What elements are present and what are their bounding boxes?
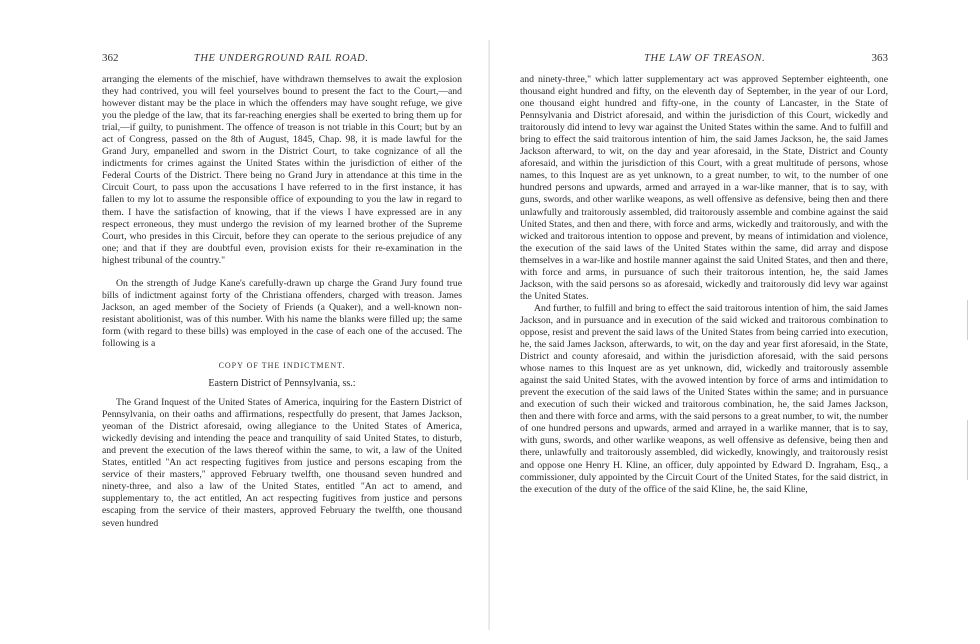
left-body-text — [102, 74, 462, 530]
page-number-left: 362 — [102, 52, 119, 64]
indictment-heading: COPY OF THE INDICTMENT. — [218, 361, 346, 371]
running-head-title-left: THE UNDERGROUND RAIL ROAD. — [193, 53, 369, 64]
running-head-right — [520, 52, 888, 64]
district-line: Eastern District of Pennsylvania, ss.: — [208, 378, 356, 390]
page-number-right: 363 — [871, 52, 888, 64]
narrative-paragraph: On the strength of Judge Kane's carefully-drawn up charge the Grand Jury found true bills of indictment against forty of the Christiana offenders, charged with treason. James Jackson, an aged member of the Society of Friends (a Quaker), and a well-known non-resistant abolitionist, was of this number. With his name the blanks were filled up; the same form (with regard to these bills) was employed in the case of each one of the accused. The following is a — [102, 277, 462, 349]
page-edge-mark — [967, 420, 968, 480]
charge-paragraph: arranging the elements of the mischief, have withdrawn themselves to await the explosion they had contrived, you will feel yourselves bound to present the fact to the Court,—and however distant may be the place in which the offenders may have sought refuge, we give you the pledge of the law, that its far-reaching energies shall be exerted to bring them up for trial,—if guilty, to punishment. The offence of treason is not triable in this Court; but by an act of Congress, passed on the 8th of August, 1845, Chap. 98, it is made lawful for the Grand Jury, empanelled and sworn in the District Court, to take cognizance of all the indictments for crimes against the United States within the jurisdiction of either of the Federal Courts of the District. There being no Grand Jury in attendance at this time in the Circuit Court, to pass upon the accusations I have referred to in the first instance, it has fallen to my lot to assume the responsible office of expounding to you the law in regard to them. I have the satisfaction of knowing, that if the views I have expressed are in any respect erroneous, they must undergo the revision of my learned brother of the Supreme Court, who presides in this Circuit, before they can operate to the serious prejudice of any one; and that if they are doubtful even, provision exists for their re-examination in the highest tribunal of the country." — [102, 74, 462, 266]
indictment-paragraph: The Grand Inquest of the United States of America, inquiring for the Eastern District of Pennsylvania, on their oaths and affirmations, respectfully do present, that James Jackson, yeoman of the District aforesaid, owing allegiance to the United States of America, wickedly devising and intending the peace and tranquility of said United States, to disturb, and prevent the execution of the laws thereof within the same, to wit, a law of the United States, entitled "An act respecting fugitives from justice and persons escaping from the service of their masters," approved February twelfth, one thousand seven hundred and ninety-three, and also a law of the United States, entitled "An act to amend, and supplementary to, the act entitled, An act respecting fugitives from justice and persons escaping from the service of their masters, approved February the twelfth, one thousand seven hundred — [102, 397, 462, 529]
page-edge-mark — [967, 300, 968, 340]
indictment-further-paragraph: And further, to fulfill and bring to effect the said traitorous intention of him, the said James Jackson, and in pursuance and in execution of the said wicked and traitorous combination to oppose, resist and prevent the said laws of the United States from being carried into execution, he, the said James Jackson, afterwards, to wit, on the day and year first aforesaid, in the State, District and county aforesaid, and within the jurisdiction aforesaid, with the said persons whose names to this Inquest are as yet unknown, did, wickedly and traitorously assemble against the said United States, with the avowed intention by force of arms and intimidation to prevent the execution of the said laws of the United States within the same; and in pursuance and execution of such their wicked and traitorous combination, he, the said James Jackson, then and there with force and arms, with the said persons to a great number, to wit, the number of one hundred persons and upwards, armed and arrayed in a warlike manner, that is to say, with guns, swords, and other warlike weapons, as well offensive as defensive, being then and there, unlawfully and traitorously assembled, did wickedly, knowingly, and traitorously resist and oppose one Henry H. Kline, an officer, duly appointed by Edward D. Ingraham, Esq., a commissioner, duly appointed by the Circuit Court of the United States, for the said district, in the execution of the duty of the office of the said Kline, he, the said Kline, — [520, 302, 888, 495]
running-head-left — [102, 52, 462, 64]
running-head-title-right: THE LAW OF TREASON. — [644, 53, 766, 64]
right-page — [490, 0, 980, 644]
indictment-continued-paragraph: and ninety-three," which latter supplementary act was approved September eighteenth, one thousand eight hundred and fifty, on the eleventh day of September, in the year of our Lord, one thousand eight hundred and fifty-one, in the county of Lancaster, in the State of Pennsylvania and District aforesaid, and within the jurisdiction of this Court, wickedly and traitorously did intend to levy war against the United States within the same. And to fulfill and bring to effect the said traitorous intention of him, the said James Jackson, he, the said James Jackson afterward, to wit, on the day and year aforesaid, in the State, District and County aforesaid, and within the jurisdiction of this Court, with a great multitude of persons, whose names, to this Inquest are as yet unknown, to a great number, to wit, to the number of one hundred persons and upwards, armed and arrayed in a war-like manner, that is to say, with guns, swords, and other warlike weapons, as well offensive as defensive, being then and there unlawfully and traitorously assembled, did traitorously assemble and combine against the said United States, and then and there, with force and arms, wickedly and traitorously, and with the wicked and traitorous intention to oppose and prevent, by means of intimidation and violence, the execution of the said laws of the United States within the same, did array and dispose themselves in a war-like and hostile manner against the said United States, and then and there, with force and arms, in pursuance of such their traitorous intention, he, the said James Jackson, with the said persons so as aforesaid, wickedly and traitorously did levy war against the United States. — [520, 74, 888, 302]
right-body-text — [520, 74, 888, 496]
